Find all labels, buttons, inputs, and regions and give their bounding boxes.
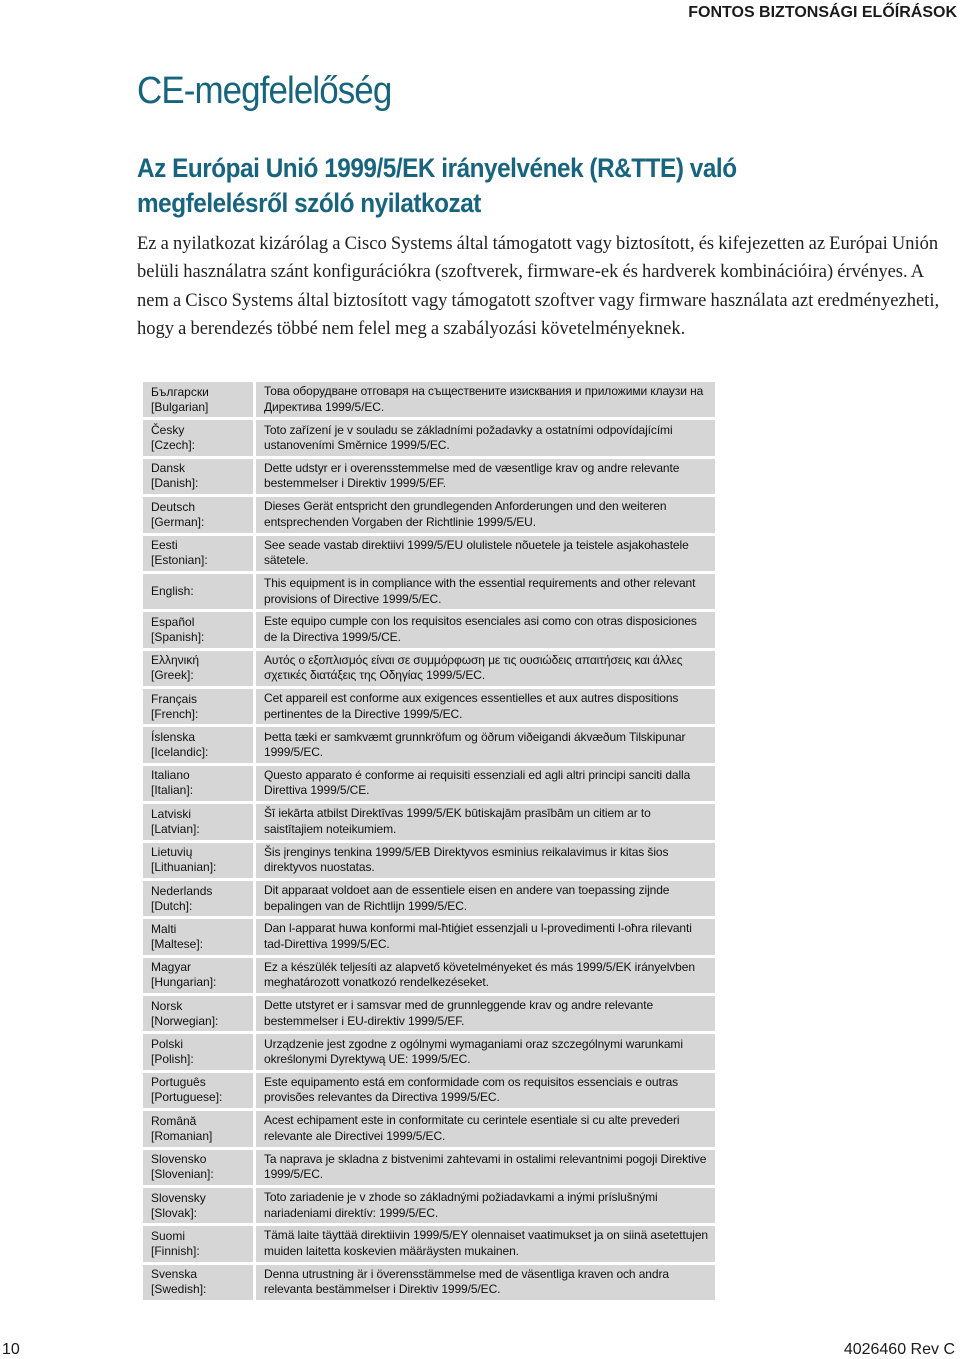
declaration-text: Este equipamento está em conformidade com os requisitos essenciais e outras provisões relevantes da Directiva 1999/5/EC. xyxy=(255,1071,717,1109)
declaration-text: Urządzenie jest zgodne z ogólnymi wymaganiami oraz szczególnymi warunkami określonymi Dyrektywą UE: 1999/5/EC. xyxy=(255,1033,717,1071)
declaration-text: Šis įrenginys tenkina 1999/5/EB Direktyvos esminius reikalavimus ir kitas šios direktyvos nuostatas. xyxy=(255,841,717,879)
declaration-text: Dit apparaat voldoet aan de essentiele eisen en andere van toepassing zijnde bepalingen van de Richtlijn 1999/5/EC. xyxy=(255,879,717,917)
table-row xyxy=(142,649,717,687)
table-row xyxy=(142,419,717,457)
table-row xyxy=(142,496,717,534)
declarations-table-body xyxy=(142,381,717,1302)
table-row xyxy=(142,1033,717,1071)
declaration-text: Dan l-apparat huwa konformi mal-ħtiġiet essenzjali u l-provedimenti l-oħra rilevanti tad-Direttiva 1999/5/EC. xyxy=(255,918,717,956)
declaration-text: Šī iekārta atbilst Direktīvas 1999/5/EK būtiskajām prasībām un citiem ar to saistītajiem noteikumiem. xyxy=(255,803,717,841)
table-row xyxy=(142,764,717,802)
section-title: CE-megfelelőség xyxy=(137,70,392,112)
language-label: Română [Romanian] xyxy=(142,1110,255,1148)
language-label: Español [Spanish]: xyxy=(142,611,255,649)
declaration-text: Este equipo cumple con los requisitos esenciales asi como con otras disposiciones de la Directiva 1999/5/CE. xyxy=(255,611,717,649)
language-label: Български [Bulgarian] xyxy=(142,381,255,419)
declaration-text: Toto zariadenie je v zhode so základnými požiadavkami a inými príslušnými nariadeniami direktív: 1999/5/EC. xyxy=(255,1186,717,1224)
table-row xyxy=(142,1110,717,1148)
declaration-text: Това оборудване отговаря на съществените изисквания и приложими клаузи на Директива 1999/5/ЕС. xyxy=(255,381,717,419)
declaration-text: Denna utrustning är i överensstämmelse med de väsentliga kraven och andra relevanta bestämmelser i Direktiv 1999/5/EC. xyxy=(255,1263,717,1301)
declaration-text: This equipment is in compliance with the essential requirements and other relevant provisions of Directive 1999/5/EC. xyxy=(255,572,717,610)
language-label: Français [French]: xyxy=(142,688,255,726)
table-row xyxy=(142,879,717,917)
language-label: Ελληνική [Greek]: xyxy=(142,649,255,687)
table-row xyxy=(142,841,717,879)
table-row xyxy=(142,1225,717,1263)
language-label: Slovensky [Slovak]: xyxy=(142,1186,255,1224)
declaration-text: Dette utstyret er i samsvar med de grunnleggende krav og andre relevante bestemmelser i EU-direktiv 1999/5/EF. xyxy=(255,995,717,1033)
table-row xyxy=(142,688,717,726)
declarations-table xyxy=(140,379,718,1303)
declaration-text: Toto zařízení je v souladu se základními požadavky a ostatními odpovídajícími ustanoveními Směrnice 1999/5/EC. xyxy=(255,419,717,457)
table-row xyxy=(142,956,717,994)
language-label: Polski [Polish]: xyxy=(142,1033,255,1071)
declaration-text: Ta naprava je skladna z bistvenimi zahtevami in ostalimi relevantnimi pogoji Direktive 1999/5/EC. xyxy=(255,1148,717,1186)
language-label: Deutsch [German]: xyxy=(142,496,255,534)
table-row xyxy=(142,572,717,610)
declaration-text: Ez a készülék teljesíti az alapvető követelményeket és más 1999/5/EK irányelvben meghatározott vonatkozó rendelkezéseket. xyxy=(255,956,717,994)
table-row xyxy=(142,803,717,841)
language-label: Português [Portuguese]: xyxy=(142,1071,255,1109)
declaration-text: Tämä laite täyttää direktiivin 1999/5/EY olennaiset vaatimukset ja on siinä asetettujen muiden laitetta koskevien määräysten mukainen. xyxy=(255,1225,717,1263)
table-row xyxy=(142,1186,717,1224)
subsection-title: Az Európai Unió 1999/5/EK irányelvének (R&TTE) való megfelelésről szóló nyilatkozat xyxy=(137,153,737,218)
running-head: FONTOS BIZTONSÁGI ELŐÍRÁSOK xyxy=(688,4,957,21)
table-row xyxy=(142,1263,717,1301)
page-number: 10 xyxy=(2,1341,20,1358)
language-label: Dansk [Danish]: xyxy=(142,457,255,495)
table-row xyxy=(142,995,717,1033)
table-row xyxy=(142,611,717,649)
table-row xyxy=(142,1071,717,1109)
language-label: Suomi [Finnish]: xyxy=(142,1225,255,1263)
document-number: 4026460 Rev C xyxy=(843,1341,955,1358)
language-label: Latviski [Latvian]: xyxy=(142,803,255,841)
declaration-text: Þetta tæki er samkvæmt grunnkröfum og öðrum viðeigandi ákvæðum Tilskipunar 1999/5/EC. xyxy=(255,726,717,764)
language-label: Íslenska [Icelandic]: xyxy=(142,726,255,764)
language-label: Lietuvių [Lithuanian]: xyxy=(142,841,255,879)
language-label: Česky [Czech]: xyxy=(142,419,255,457)
language-label: English: xyxy=(142,572,255,610)
declaration-text: Cet appareil est conforme aux exigences essentielles et aux autres dispositions pertinentes de la Directive 1999/5/EC. xyxy=(255,688,717,726)
table-row xyxy=(142,534,717,572)
declaration-text: Dieses Gerät entspricht den grundlegenden Anforderungen und den weiteren entsprechenden Vorgaben der Richtlinie 1999/5/EU. xyxy=(255,496,717,534)
declaration-text: Dette udstyr er i overensstemmelse med de væsentlige krav og andre relevante bestemmelser i Direktiv 1999/5/EF. xyxy=(255,457,717,495)
declaration-text: Αυτός ο εξοπλισμός είναι σε συμμόρφωση με τις ουσιώδεις απαιτήσεις και άλλες σχετικές διατάξεις της Οδηγίας 1999/5/EC. xyxy=(255,649,717,687)
language-label: Slovensko [Slovenian]: xyxy=(142,1148,255,1186)
table-row xyxy=(142,457,717,495)
table-row xyxy=(142,1148,717,1186)
declaration-text: Acest echipament este in conformitate cu cerintele esentiale si cu alte prevederi relevante ale Directivei 1999/5/EC. xyxy=(255,1110,717,1148)
language-label: Norsk [Norwegian]: xyxy=(142,995,255,1033)
table-row xyxy=(142,381,717,419)
declaration-text: See seade vastab direktiivi 1999/5/EU olulistele nõuetele ja teistele asjakohastele sätetele. xyxy=(255,534,717,572)
language-label: Eesti [Estonian]: xyxy=(142,534,255,572)
language-label: Magyar [Hungarian]: xyxy=(142,956,255,994)
table-row xyxy=(142,918,717,956)
language-label: Nederlands [Dutch]: xyxy=(142,879,255,917)
body-paragraph: Ez a nyilatkozat kizárólag a Cisco Systems által támogatott vagy biztosított, és kifejezetten az Európai Unión belüli használatra szánt konfigurációkra (szoftverek, firmware-ek és hardverek kombinációira) érvényes. A nem a Cisco Systems által biztosított vagy támogatott szoftver vagy firmware használata azt eredményezheti, hogy a berendezés többé nem felel meg a szabályozási követelményeknek. xyxy=(137,234,940,339)
declaration-text: Questo apparato é conforme ai requisiti essenziali ed agli altri principi sanciti dalla Direttiva 1999/5/CE. xyxy=(255,764,717,802)
language-label: Italiano [Italian]: xyxy=(142,764,255,802)
language-label: Malti [Maltese]: xyxy=(142,918,255,956)
language-label: Svenska [Swedish]: xyxy=(142,1263,255,1301)
table-row xyxy=(142,726,717,764)
